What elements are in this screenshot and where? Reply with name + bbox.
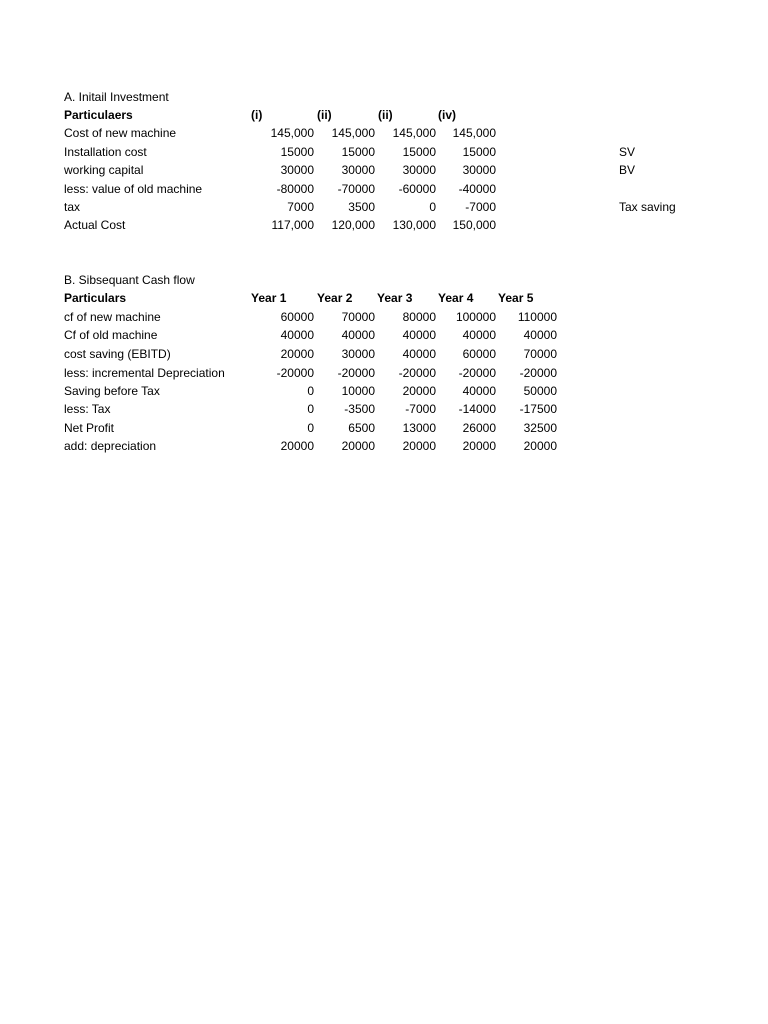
section-b-cell: 60000 (280, 310, 314, 324)
section-b-cell: -20000 (519, 366, 557, 380)
section-b-cell: 0 (307, 384, 314, 398)
section-b-row-label: add: depreciation (64, 439, 157, 453)
section-a-cell: 145,000 (452, 126, 496, 140)
section-b-header-label: Particulars (64, 291, 127, 305)
section-a-col-header: (i) (251, 108, 263, 122)
section-a-row-label: Actual Cost (64, 218, 126, 232)
section-b-row-label: Net Profit (64, 421, 115, 435)
section-b-cell: 70000 (341, 310, 375, 324)
section-b-cell: 80000 (402, 310, 436, 324)
section-b-cell: 32500 (523, 421, 557, 435)
section-b-cell: -14000 (458, 402, 496, 416)
section-b-cell: 13000 (402, 421, 436, 435)
section-b-col-header: Year 4 (438, 291, 474, 305)
section-a-cell: -60000 (398, 182, 436, 196)
section-b-cell: 40000 (402, 347, 436, 361)
section-b-cell: 40000 (341, 328, 375, 342)
section-a-row-label: working capital (64, 163, 144, 177)
section-a-row-label: Installation cost (64, 145, 147, 159)
section-b-title: B. Sibsequant Cash flow (64, 273, 195, 287)
section-b-cell: 40000 (280, 328, 314, 342)
section-a-title: A. Initail Investment (64, 90, 169, 104)
section-b-cell: 40000 (523, 328, 557, 342)
section-b-cell: 60000 (462, 347, 496, 361)
section-b-cell: -20000 (337, 366, 375, 380)
section-a-cell: 15000 (402, 145, 436, 159)
section-b-cell: 100000 (455, 310, 496, 324)
section-b-row-label: cf of new machine (64, 310, 161, 324)
section-a-cell: 145,000 (392, 126, 436, 140)
section-b-cell: 20000 (341, 439, 375, 453)
section-a-cell: 7000 (287, 200, 314, 214)
section-b-col-header: Year 2 (317, 291, 353, 305)
section-b-cell: -3500 (344, 402, 375, 416)
section-b-cell: -7000 (405, 402, 436, 416)
section-b-cell: -20000 (398, 366, 436, 380)
section-b-cell: 20000 (280, 347, 314, 361)
section-a-note: Tax saving (619, 200, 676, 214)
section-a-cell: -70000 (337, 182, 375, 196)
section-a-cell: 15000 (341, 145, 375, 159)
section-a-col-header: (ii) (317, 108, 332, 122)
section-a-cell: 130,000 (392, 218, 436, 232)
section-b-row-label: less: Tax (64, 402, 111, 416)
section-b-cell: 40000 (462, 328, 496, 342)
section-a-cell: 145,000 (331, 126, 375, 140)
section-a-note: SV (619, 145, 636, 159)
section-a-cell: 150,000 (452, 218, 496, 232)
section-b-cell: 20000 (462, 439, 496, 453)
section-b-row-label: cost saving (EBITD) (64, 347, 171, 361)
section-b-cell: 30000 (341, 347, 375, 361)
section-b-row-label: Cf of old machine (64, 328, 158, 342)
section-a-cell: 30000 (462, 163, 496, 177)
section-b-cell: 40000 (462, 384, 496, 398)
section-a-cell: -7000 (465, 200, 496, 214)
section-a-row-label: Cost of new machine (64, 126, 177, 140)
section-a-col-header: (iv) (438, 108, 456, 122)
section-b-cell: 110000 (517, 310, 557, 324)
section-a-cell: 15000 (280, 145, 314, 159)
section-a-note: BV (619, 163, 636, 177)
section-b-cell: 20000 (523, 439, 557, 453)
section-b-col-header: Year 1 (251, 291, 287, 305)
section-b-cell: 50000 (523, 384, 557, 398)
section-a-cell: 30000 (402, 163, 436, 177)
section-a-header-label: Particulaers (64, 108, 133, 122)
section-a-cell: 30000 (341, 163, 375, 177)
section-a-cell: 15000 (462, 145, 496, 159)
section-a-cell: 145,000 (270, 126, 314, 140)
section-a-cell: 30000 (280, 163, 314, 177)
section-a-cell: 120,000 (331, 218, 375, 232)
section-b-cell: 40000 (402, 328, 436, 342)
section-b-cell: -20000 (458, 366, 496, 380)
section-b-cell: 0 (307, 402, 314, 416)
section-b-cell: -20000 (276, 366, 314, 380)
section-a-cell: 3500 (348, 200, 375, 214)
section-b-cell: 6500 (348, 421, 375, 435)
section-b-cell: 20000 (402, 384, 436, 398)
section-b-cell: 10000 (341, 384, 375, 398)
section-a-cell: 0 (429, 200, 436, 214)
section-b-col-header: Year 3 (377, 291, 413, 305)
section-b-cell: 0 (307, 421, 314, 435)
section-b-cell: 70000 (523, 347, 557, 361)
section-a-row-label: less: value of old machine (64, 182, 203, 196)
section-b-row-label: less: incremental Depreciation (64, 366, 225, 380)
section-b-cell: 26000 (462, 421, 496, 435)
section-b-cell: 20000 (402, 439, 436, 453)
section-b-cell: -17500 (519, 402, 557, 416)
section-b-col-header: Year 5 (498, 291, 534, 305)
section-a-row-label: tax (64, 200, 81, 214)
section-b-row-label: Saving before Tax (64, 384, 160, 398)
section-a-cell: -40000 (458, 182, 496, 196)
section-b-cell: 20000 (280, 439, 314, 453)
section-a-cell: -80000 (276, 182, 314, 196)
section-a-cell: 117,000 (271, 218, 314, 232)
section-a-col-header: (ii) (378, 108, 393, 122)
